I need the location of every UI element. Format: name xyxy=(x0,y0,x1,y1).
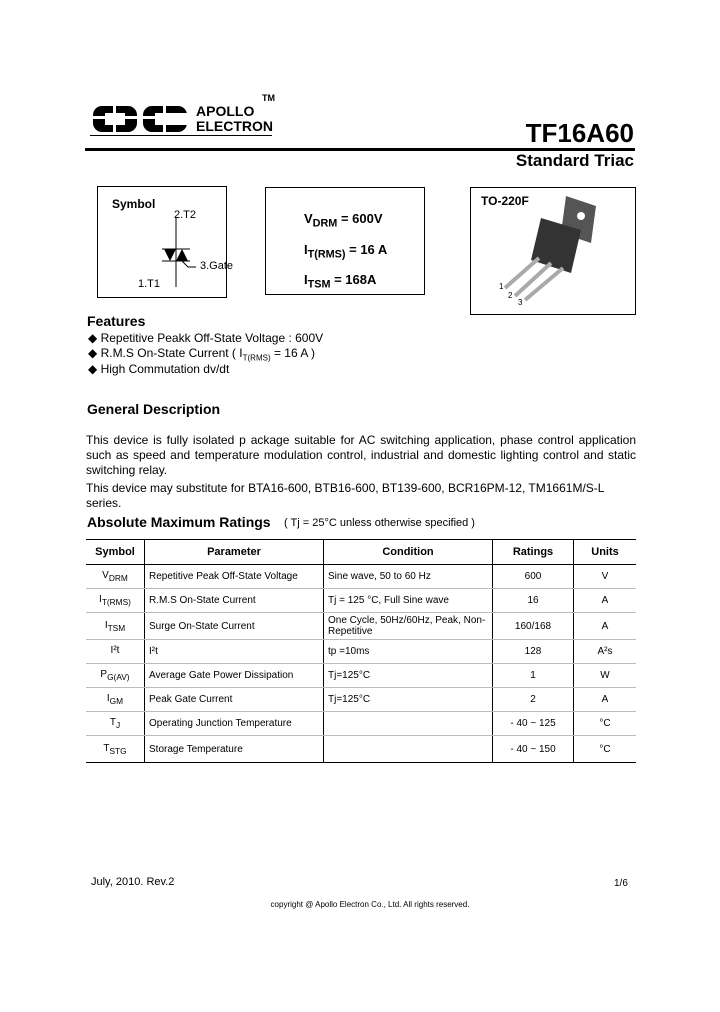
cell-rating: - 40 ~ 125 xyxy=(493,712,574,736)
cell-parameter: R.M.S On-State Current xyxy=(145,589,324,613)
description-substitute: This device may substitute for BTA16-600, BTB16-600, BT139-600, BCR16PM-12, TM1661M/S-L series. xyxy=(86,481,605,510)
feature-item: ◆ R.M.S On-State Current ( $I_{T(RMS)} = 16$ A ) xyxy=(88,346,315,363)
table-row xyxy=(86,613,636,640)
feature-item: ◆ High Commutation dv/dt xyxy=(88,362,230,376)
cell-symbol: $T_J$ xyxy=(86,712,145,736)
cell-symbol: I²t xyxy=(86,640,145,664)
brand-name: APOLLO ELECTRON xyxy=(196,103,273,134)
table-row xyxy=(86,565,636,589)
cell-unit: A²s xyxy=(574,640,637,664)
cell-unit: A xyxy=(574,589,637,613)
cell-parameter: Repetitive Peak Off-State Voltage xyxy=(145,565,324,589)
ratings-note: ( Tj = 25°C unless otherwise specified ) xyxy=(284,517,475,529)
col-parameter: Parameter xyxy=(145,540,324,565)
table-row xyxy=(86,688,636,712)
cell-symbol: $P_{G(AV)}$ xyxy=(86,664,145,688)
spec-vdrm: $V_{DRM} = 600V$ xyxy=(304,211,383,230)
cell-symbol: $I_{GM}$ xyxy=(86,688,145,712)
cell-rating: 160/168 xyxy=(493,613,574,640)
cell-unit: °C xyxy=(574,736,637,763)
page-number: 1/6 xyxy=(614,878,628,889)
spec-list xyxy=(304,206,387,298)
cell-symbol: $I_{TSM}$ xyxy=(86,613,145,640)
cell-condition: Tj=125°C xyxy=(324,664,493,688)
table-row xyxy=(86,589,636,613)
cell-rating: - 40 ~ 150 xyxy=(493,736,574,763)
description-paragraph: This device is fully isolated p ackage suitable for AC switching application, phase control application such as speed and temperature modulation control, industrial and domestic lighting control and static switching relay. xyxy=(86,433,636,477)
copyright: copyright @ Apollo Electron Co., Ltd. All rights reserved. xyxy=(270,900,470,909)
cell-parameter: Peak Gate Current xyxy=(145,688,324,712)
pin-3-label: 3 xyxy=(518,298,523,307)
cell-condition: Sine wave, 50 to 60 Hz xyxy=(324,565,493,589)
absolute-max-ratings-table xyxy=(86,539,636,763)
cell-parameter: Operating Junction Temperature xyxy=(145,712,324,736)
cell-unit: °C xyxy=(574,712,637,736)
triac-symbol-icon xyxy=(98,187,226,297)
pin-t2-label: 2.T2 xyxy=(174,209,197,221)
cell-symbol: $T_{STG}$ xyxy=(86,736,145,763)
cell-unit: A xyxy=(574,688,637,712)
table-row xyxy=(86,712,636,736)
to220f-package-icon xyxy=(471,188,635,314)
ratings-heading: Absolute Maximum Ratings xyxy=(87,514,271,530)
cell-parameter: Average Gate Power Dissipation xyxy=(145,664,324,688)
symbol-box xyxy=(97,186,234,298)
cell-unit: A xyxy=(574,613,637,640)
table-row xyxy=(86,640,636,664)
cell-rating: 600 xyxy=(493,565,574,589)
subtitle: Standard Triac xyxy=(515,151,634,170)
trademark: TM xyxy=(262,93,275,103)
cell-parameter: I²t xyxy=(145,640,324,664)
cell-rating: 128 xyxy=(493,640,574,664)
cell-condition xyxy=(324,736,493,763)
cell-symbol: $I_{T(RMS)}$ xyxy=(86,589,145,613)
cell-condition: Tj=125°C xyxy=(324,688,493,712)
cell-unit: V xyxy=(574,565,637,589)
cell-condition: Tj = 125 °C, Full Sine wave xyxy=(324,589,493,613)
cell-condition: One Cycle, 50Hz/60Hz, Peak, Non-Repetitive xyxy=(324,613,493,640)
cell-parameter: Surge On-State Current xyxy=(145,613,324,640)
key-specs-box xyxy=(265,187,425,295)
logo-underline xyxy=(90,135,272,136)
spec-itrms: $I_{T(RMS)} = 16$ A xyxy=(304,241,388,261)
table-header-row xyxy=(86,540,636,565)
table-row xyxy=(86,736,636,763)
revision-date: July, 2010. Rev.2 xyxy=(91,876,175,888)
pin-1-label: 1 xyxy=(499,282,504,291)
pin-2-label: 2 xyxy=(508,291,513,300)
cell-parameter: Storage Temperature xyxy=(145,736,324,763)
pin-t1-label: 1.T1 xyxy=(138,278,161,290)
col-symbol: Symbol xyxy=(86,540,145,565)
feature-item: ◆ Repetitive Peakk Off-State Voltage : 600V xyxy=(88,331,324,345)
features-heading: Features xyxy=(87,313,146,329)
cell-rating: 1 xyxy=(493,664,574,688)
table-row xyxy=(86,664,636,688)
apollo-logo-icon xyxy=(91,104,191,134)
cell-rating: 16 xyxy=(493,589,574,613)
cell-rating: 2 xyxy=(493,688,574,712)
symbol-title: Symbol xyxy=(112,197,156,211)
cell-condition: tp =10ms xyxy=(324,640,493,664)
cell-condition xyxy=(324,712,493,736)
description-heading: General Description xyxy=(87,401,221,417)
package-box xyxy=(470,187,636,315)
package-title: TO-220F xyxy=(481,194,529,208)
cell-symbol: $V_{DRM}$ xyxy=(86,565,145,589)
col-ratings: Ratings xyxy=(493,540,574,565)
col-condition: Condition xyxy=(324,540,493,565)
spec-itsm: $I_{TSM} = 168A$ xyxy=(304,272,377,291)
cell-unit: W xyxy=(574,664,637,688)
col-units: Units xyxy=(574,540,637,565)
pin-gate-label: 3.Gate xyxy=(200,260,234,272)
part-number: TF16A60 xyxy=(525,118,634,148)
